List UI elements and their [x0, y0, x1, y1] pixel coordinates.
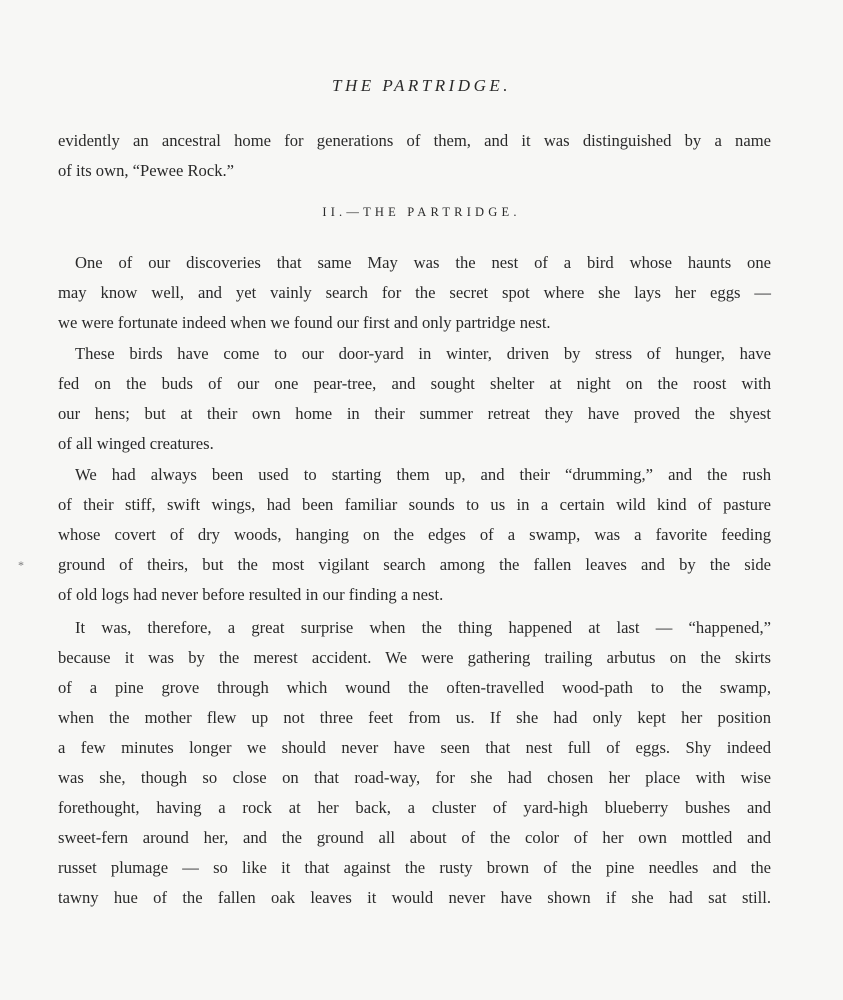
text-line: because it was by the merest accident. We were gathering trailing arbutus on the skirts: [58, 648, 771, 667]
text-line: of its own, “Pewee Rock.”: [58, 161, 235, 180]
paragraph-drumming: [58, 460, 771, 610]
margin-mark: *: [18, 558, 24, 572]
running-head: THE PARTRIDGE.: [331, 76, 511, 95]
text-line: we were fortunate indeed when we found our first and only partridge nest.: [58, 313, 551, 332]
paragraph-surprise: [58, 613, 771, 913]
text-line: whose covert of dry woods, hanging on the edges of a swamp, was a favorite feeding: [58, 525, 771, 544]
paragraph-discoveries: [58, 248, 771, 338]
text-line: of their stiff, swift wings, had been familiar sounds to us in a certain wild kind of pasture: [58, 495, 771, 514]
text-line: forethought, having a rock at her back, a cluster of yard-high blueberry bushes and: [58, 798, 771, 817]
text-line: It was, therefore, a great surprise when the thing happened at last — “happened,”: [75, 618, 771, 637]
text-line: We had always been used to starting them up, and their “drumming,” and the rush: [75, 465, 771, 484]
text-line: of old logs had never before resulted in our finding a nest.: [58, 585, 444, 604]
text-line: our hens; but at their own home in their summer retreat they have proved the shyest: [58, 404, 771, 423]
text-line: was she, though so close on that road-way, for she had chosen her place with wise: [58, 768, 771, 787]
text-line: russet plumage — so like it that against the rusty brown of the pine needles and the: [58, 858, 771, 877]
paragraph-door-yard: [58, 339, 771, 459]
section-heading: II.—THE PARTRIDGE.: [322, 205, 521, 219]
text-line: ground of theirs, but the most vigilant search among the fallen leaves and by the side: [58, 555, 771, 574]
text-line: These birds have come to our door-yard in winter, driven by stress of hunger, have: [75, 344, 771, 363]
text-line: One of our discoveries that same May was the nest of a bird whose haunts one: [75, 253, 771, 272]
text-line: of all winged creatures.: [58, 434, 214, 453]
text-line: tawny hue of the fallen oak leaves it would never have shown if she had sat still.: [58, 888, 771, 907]
text-line: may know well, and yet vainly search for the secret spot where she lays her eggs —: [58, 283, 771, 302]
text-line: a few minutes longer we should never have seen that nest full of eggs. Shy indeed: [58, 738, 771, 757]
text-line: fed on the buds of our one pear-tree, and sought shelter at night on the roost with: [58, 374, 771, 393]
text-line: of a pine grove through which wound the often-travelled wood-path to the swamp,: [58, 678, 771, 697]
intro-paragraph: [58, 126, 771, 186]
text-line: evidently an ancestral home for generations of them, and it was distinguished by a name: [58, 131, 771, 150]
text-line: when the mother flew up not three feet from us. If she had only kept her position: [58, 708, 771, 727]
text-line: sweet-fern around her, and the ground all about of the color of her own mottled and: [58, 828, 771, 847]
